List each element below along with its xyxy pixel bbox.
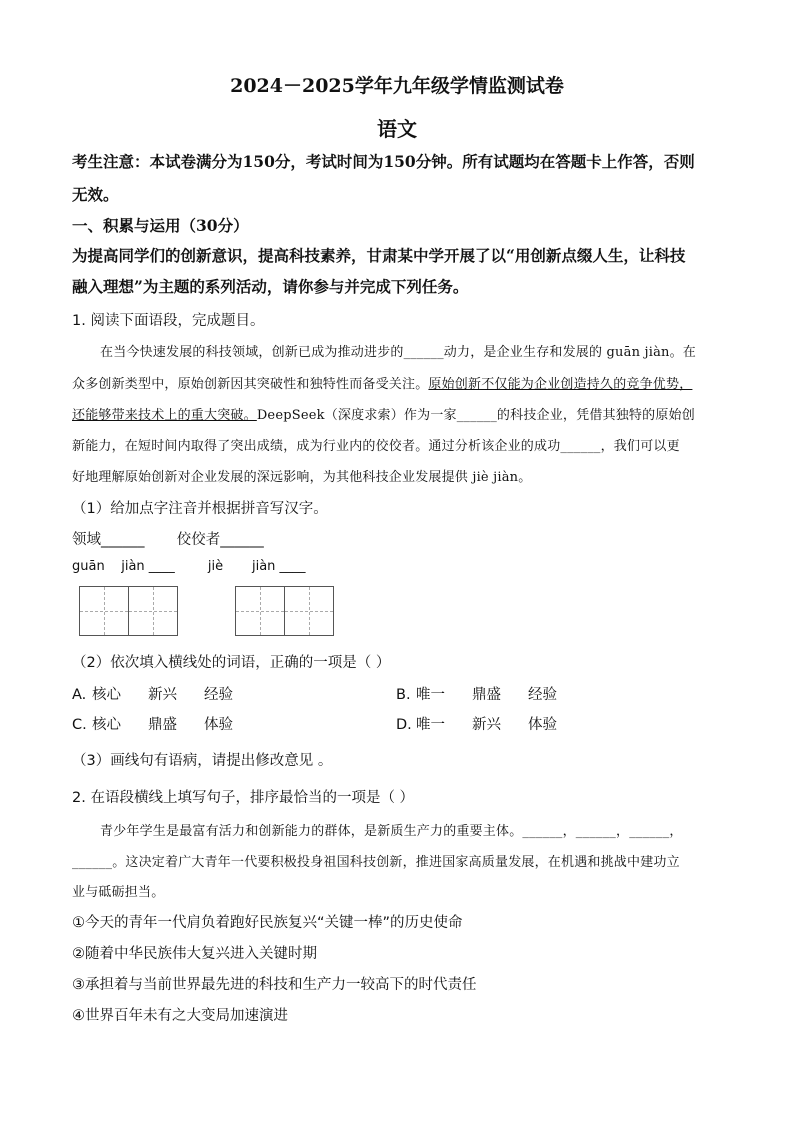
answer-grid-1[interactable]: [79, 586, 178, 636]
option-c[interactable]: C. 核心 鼎盛 体验: [72, 717, 233, 733]
passage-line-1: 在当今快速发展的科技领域，创新已成为推动进步的______动力，是企业生存和发展的 guān jiàn。在: [100, 345, 696, 360]
writing-cell[interactable]: [79, 586, 129, 636]
notice-line-2: 无效。: [72, 185, 119, 204]
words-to-annotate: 领域______ 佼佼者______: [72, 532, 264, 548]
q2-item-3: ③承担着与当前世界最先进的科技和生产力一较高下的时代责任: [72, 977, 477, 993]
passage-line-5: 好地理解原始创新对企业发展的深远影响，为其他科技企业发展提供 jiè jiàn。: [72, 470, 532, 485]
underlined-sentence: 原始创新不仅能为企业创造持久的竞争优势，: [428, 377, 693, 392]
sub-question-1: （1）给加点字注音并根据拼音写汉字。: [72, 501, 328, 517]
q2-item-2: ②随着中华民族伟大复兴进入关键时期: [72, 946, 317, 962]
underlined-sentence-end: 还能够带来技术上的重大突破。: [72, 408, 257, 423]
sub-question-3: （3）画线句有语病，请提出修改意见 。: [72, 753, 333, 769]
option-a[interactable]: A. 核心 新兴 经验: [72, 687, 233, 703]
writing-cell[interactable]: [285, 586, 334, 636]
passage-text: 众多创新类型中，原始创新因其突破性和独特性而备受关注。: [72, 377, 429, 392]
passage-line-3: [72, 404, 695, 423]
writing-cell[interactable]: [235, 586, 285, 636]
section-heading: 一、积累与运用（30分）: [72, 216, 249, 235]
passage-line-4: 新能力，在短时间内取得了突出成绩，成为行业内的佼佼者。通过分析该企业的成功______，我们可以更: [72, 439, 680, 454]
answer-grid-2[interactable]: [235, 586, 334, 636]
pinyin-line: guān jiàn ____ jiè jiàn ____: [72, 559, 306, 574]
notice-line-1: 考生注意：本试卷满分为150分，考试时间为150分钟。所有试题均在答题卡上作答，否则: [72, 152, 695, 171]
q2-passage-line-3: 业与砥砺担当。: [72, 885, 165, 900]
question-1-stem: 1. 阅读下面语段，完成题目。: [72, 313, 265, 329]
q2-passage-line-1: 青少年学生是最富有活力和创新能力的群体，是新质生产力的重要主体。______，______，______，: [100, 824, 683, 839]
q2-item-4: ④世界百年未有之大变局加速演进: [72, 1008, 288, 1024]
q2-item-1: ①今天的青年一代肩负着跑好民族复兴“关键一棒”的历史使命: [72, 915, 463, 931]
passage-text: DeepSeek（深度求索）作为一家______的科技企业，凭借其独特的原始创: [256, 408, 695, 423]
question-2-stem: 2. 在语段横线上填写句子，排序最恰当的一项是（ ）: [72, 790, 415, 806]
section-intro-2: 融入理想”为主题的系列活动，请你参与并完成下列任务。: [72, 277, 469, 296]
section-intro-1: 为提高同学们的创新意识，提高科技素养，甘肃某中学开展了以“用创新点缀人生，让科技: [72, 246, 686, 265]
option-b[interactable]: B. 唯一 鼎盛 经验: [396, 687, 557, 703]
writing-cell[interactable]: [129, 586, 178, 636]
subject-title: 语文: [377, 117, 417, 141]
q2-passage-line-2: ______。这决定着广大青年一代要积极投身祖国科技创新，推进国家高质量发展，在机遇和挑战中建功立: [72, 855, 680, 870]
exam-title: 2024－2025学年九年级学情监测试卷: [230, 75, 564, 97]
sub-question-2: （2）依次填入横线处的词语，正确的一项是（ ）: [72, 655, 391, 671]
passage-line-2: [72, 373, 692, 392]
option-d[interactable]: D. 唯一 新兴 体验: [396, 717, 557, 733]
